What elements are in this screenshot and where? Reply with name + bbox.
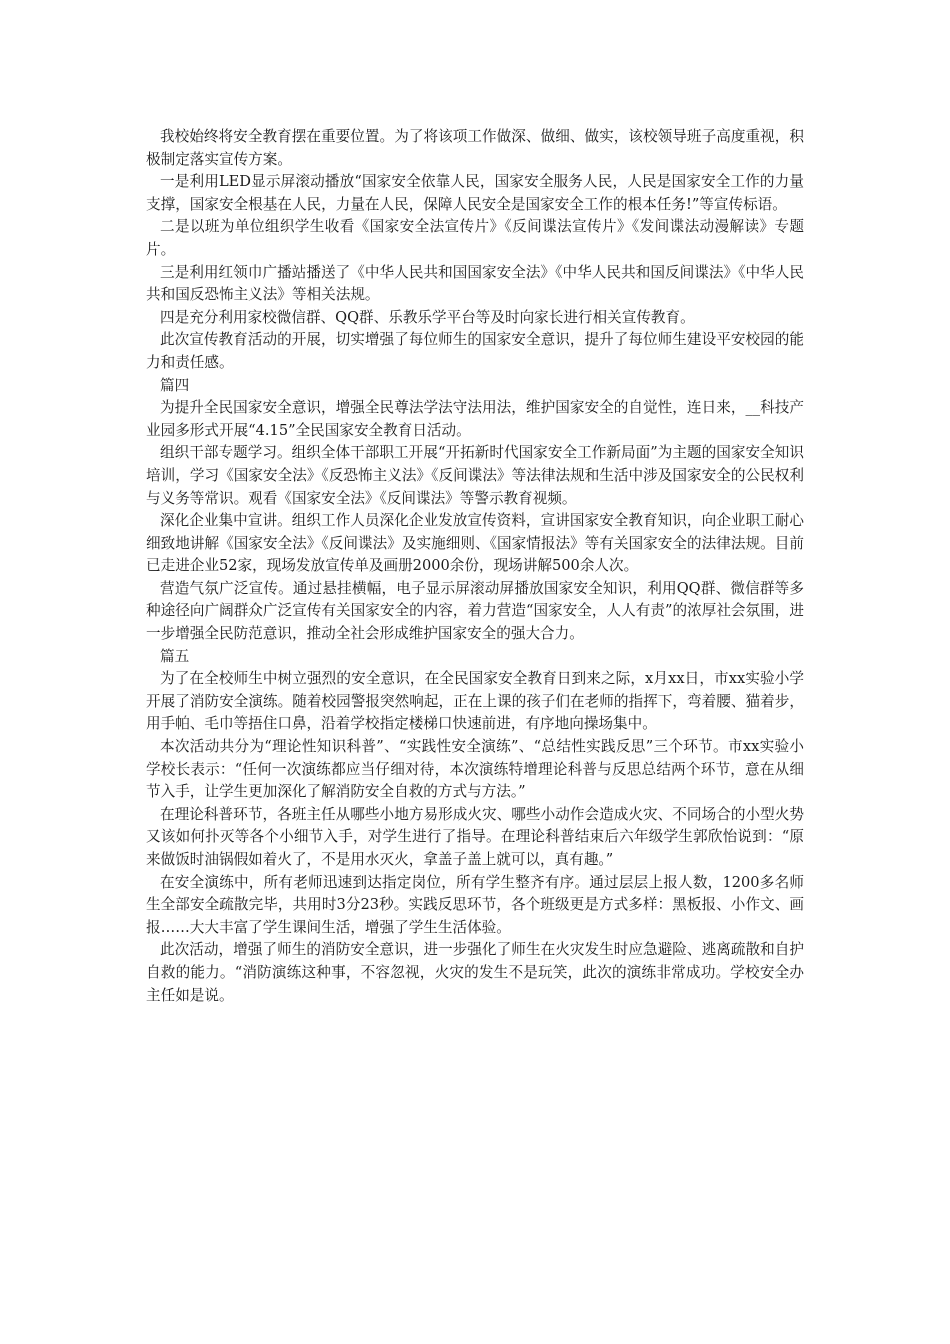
paragraph-atmosphere: 营造气氛广泛宣传。通过悬挂横幅，电子显示屏滚动屏播放国家安全知识，利用QQ群、微信群等多种途径向广阔群众广泛宣传有关国家安全的内容，着力营造“国家安全，人人有责”的浓厚社会氛围，进一步增强全民防范意识，推动全社会形成维护国家安全的强大合力。	[146, 579, 804, 643]
section-heading-5: 篇五	[160, 647, 190, 665]
paragraph-conclusion: 此次活动，增强了师生的消防安全意识，进一步强化了师生在火灾发生时应急避险、逃离疏散和自护自救的能力。“消防演练这种事，不容忽视，火灾的发生不是玩笑，此次的演练非常成功。学校安全办主任如是说。	[146, 941, 804, 1004]
paragraph-led-slogan: 一是利用LED显示屏滚动播放“国家安全依靠人民，国家安全服务人民，人民是国家安全工作的力量支撑，国家安全根基在人民，力量在人民，保障人民安全是国家安全工作的根本任务!”等宣传标语。	[146, 173, 804, 213]
paragraph-intro: 我校始终将安全教育摆在重要位置。为了将该项工作做深、做细、做实，该校领导班子高度重视，积极制定落实宣传方案。	[146, 128, 804, 168]
paragraph-park-intro: 为提升全民国家安全意识，增强全民尊法学法守法用法，维护国家安全的自觉性，连日来，__科技产业园多形式开展“4.15”全民国家安全教育日活动。	[146, 399, 804, 439]
paragraph-cadre-study: 组织干部专题学习。组织全体干部职工开展“开拓新时代国家安全工作新局面”为主题的国家安全知识培训，学习《国家安全法》《反恐怖主义法》《反间谍法》等法律法规和生活中涉及国家安全的公民权利与义务等常识。观看《国家安全法》《反间谍法》等警示教育视频。	[146, 444, 804, 507]
paragraph-practice: 在安全演练中，所有老师迅速到达指定岗位，所有学生整齐有序。通过层层上报人数，1200多名师生全部安全疏散完毕，共用时3分23秒。实践反思环节，各个班级更是方式多样：黑板报、小作文、画报……大大丰富了学生课间生活，增强了学生生活体验。	[146, 873, 804, 936]
paragraph-broadcast: 三是利用红领巾广播站播送了《中华人民共和国国家安全法》《中华人民共和国反间谍法》《中华人民共和国反恐怖主义法》等相关法规。	[146, 263, 804, 304]
paragraph-parents: 四是充分利用家校微信群、QQ群、乐教乐学平台等及时向家长进行相关宣传教育。	[160, 308, 695, 326]
document-body	[146, 126, 804, 1007]
paragraph-enterprise: 深化企业集中宣讲。组织工作人员深化企业发放宣传资料，宣讲国家安全教育知识，向企业职工耐心细致地讲解《国家安全法》《反间谍法》及实施细则、《国家情报法》等有关国家安全的法律法规。目前已走进企业52家，现场发放宣传单及画册2000余份，现场讲解500余人次。	[146, 512, 804, 575]
paragraph-video: 二是以班为单位组织学生收看《国家安全法宣传片》《反间谍法宣传片》《发间谍法动漫解读》专题片。	[146, 218, 804, 258]
paragraph-three-stages: 本次活动共分为“理论性知识科普”、“实践性安全演练”、“总结性实践反思”三个环节。市xx实验小学校长表示：“任何一次演练都应当仔细对待，本次演练特增理论科普与反思总结两个环节，意在从细节入手，让学生更加深化了解消防安全自救的方式与方法。”	[146, 738, 804, 801]
paragraph-theory: 在理论科普环节，各班主任从哪些小地方易形成火灾、哪些小动作会造成火灾、不同场合的小型火势又该如何扑灭等各个小细节入手，对学生进行了指导。在理论科普结束后六年级学生郭欣怡说到：“原来做饭时油锅假如着火了，不是用水灭火，拿盖子盖上就可以，真有趣。”	[146, 805, 804, 868]
paragraph-summary: 此次宣传教育活动的开展，切实增强了每位师生的国家安全意识，提升了每位师生建设平安校园的能力和责任感。	[146, 331, 804, 371]
section-heading-4: 篇四	[160, 376, 190, 394]
paragraph-fire-drill: 为了在全校师生中树立强烈的安全意识，在全民国家安全教育日到来之际，x月xx日，市xx实验小学开展了消防安全演练。随着校园警报突然响起，正在上课的孩子们在老师的指挥下，弯着腰、猫着步，用手帕、毛巾等捂住口鼻，沿着学校指定楼梯口快速前进，有序地向操场集中。	[146, 670, 804, 733]
